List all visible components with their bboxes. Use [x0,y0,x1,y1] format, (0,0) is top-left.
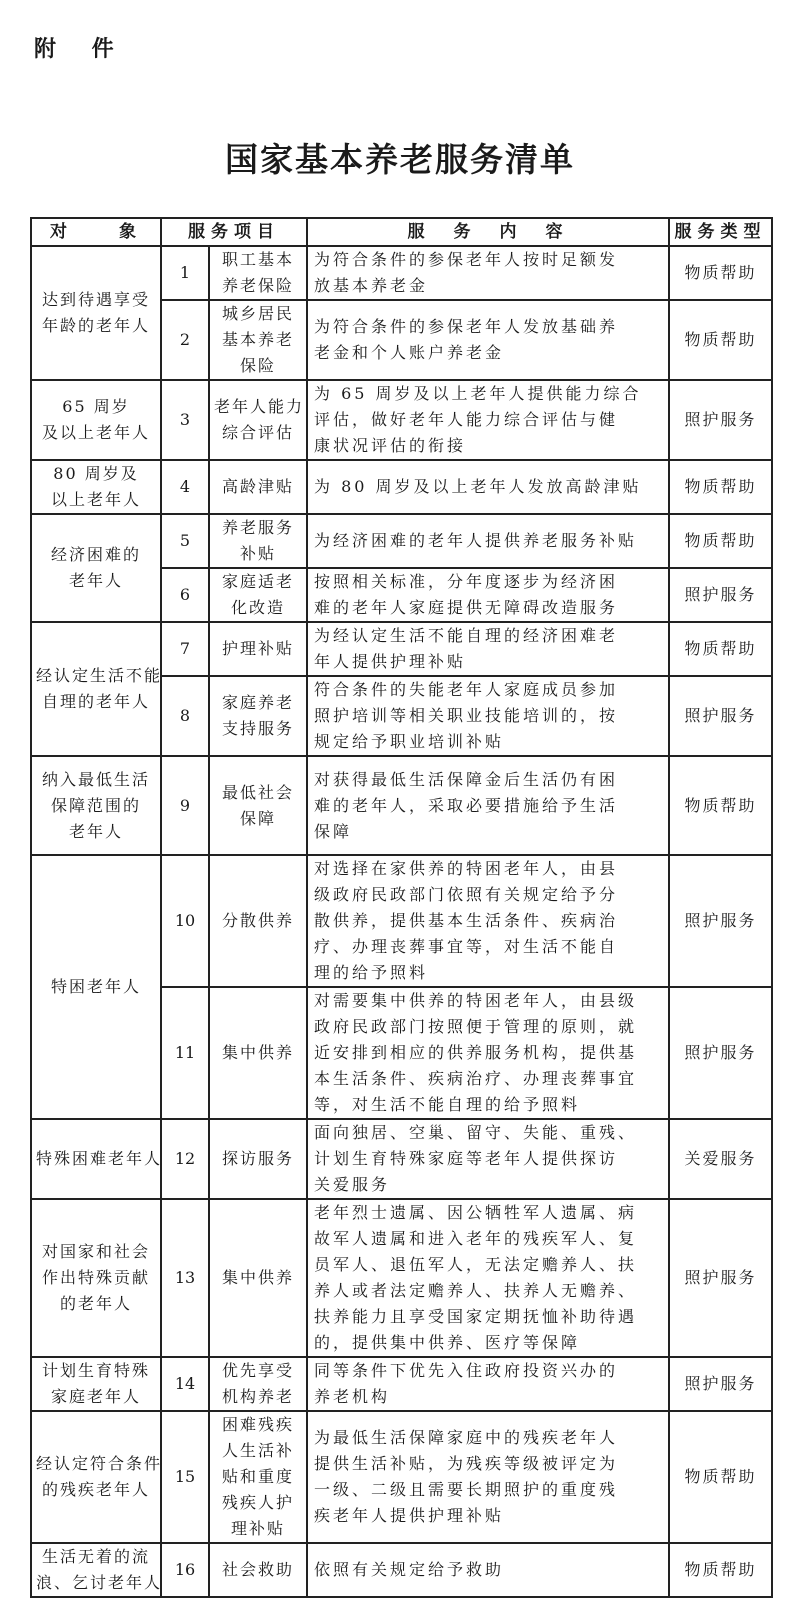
item-cell-line: 困难残疾 [221,1415,294,1434]
item-cell-line: 家庭养老 [221,693,294,712]
type-cell-line: 照护服务 [684,585,757,604]
content-cell-line: 员军人、退伍军人，无法定赡养人、扶 [314,1255,638,1274]
content-cell [307,855,669,987]
type-cell [669,300,772,380]
number-cell [161,460,209,514]
item-cell-line: 高龄津贴 [221,477,294,496]
item-cell-line: 补贴 [239,544,276,563]
item-cell [209,1119,307,1199]
target-cell-line: 80 周岁及 [53,464,139,483]
type-cell [669,756,772,855]
item-cell-line: 老年人能力 [214,397,305,416]
number-cell-line: 5 [179,531,191,550]
item-cell-line: 职工基本 [221,250,294,269]
content-cell-line: 故军人遗属和进入老年的残疾军人、复 [314,1229,638,1248]
content-cell [307,300,669,380]
item-cell [209,246,307,300]
target-cell-line: 计划生育特殊 [41,1361,150,1380]
number-cell-line: 1 [179,263,191,282]
content-cell-line: 为 65 周岁及以上老年人提供能力综合 [314,384,642,403]
target-cell-line: 年龄的老年人 [41,316,150,335]
number-cell [161,514,209,568]
table-body [31,246,772,1597]
content-cell-line: 面向独居、空巢、留守、失能、重残、 [314,1123,638,1142]
type-cell [669,855,772,987]
table-row [31,1119,772,1199]
item-cell-line: 贴和重度 [221,1467,294,1486]
number-cell-line: 6 [179,585,191,604]
item-cell [209,987,307,1119]
number-cell [161,1543,209,1597]
table-row [31,1357,772,1411]
target-cell-line: 特困老年人 [50,977,141,996]
item-cell [209,514,307,568]
target-cell-line: 对国家和社会 [41,1242,150,1261]
number-cell [161,380,209,460]
item-cell-line: 养老保险 [221,276,294,295]
item-cell [209,300,307,380]
type-cell [669,1357,772,1411]
target-cell-line: 保障范围的 [50,795,141,815]
content-cell [307,622,669,676]
content-cell-line: 一级、二级且需要长期照护的重度残 [314,1480,619,1499]
number-cell-line: 14 [174,1374,196,1393]
type-cell [669,246,772,300]
item-cell-line: 人生活补 [221,1441,294,1460]
type-cell [669,987,772,1119]
content-cell-line: 为 80 周岁及以上老年人发放高龄津贴 [314,477,642,496]
content-cell-line: 对获得最低生活保障金后生活仍有困 [314,769,619,789]
item-cell-line: 化改造 [230,598,285,617]
number-cell [161,300,209,380]
item-cell [209,1357,307,1411]
target-cell [31,1119,161,1199]
content-cell [307,1199,669,1357]
content-cell-line: 计划生育特殊家庭等老年人提供探访 [314,1149,619,1168]
number-cell [161,1357,209,1411]
content-cell [307,1411,669,1543]
content-cell [307,756,669,855]
target-cell-line: 以上老年人 [50,490,141,509]
service-list-table [30,217,773,1598]
item-cell-line: 机构养老 [221,1387,294,1406]
target-cell [31,756,161,855]
item-cell-line: 支持服务 [221,719,294,738]
item-cell-line: 理补贴 [230,1519,285,1538]
content-cell-line: 近安排到相应的供养服务机构，提供基 [314,1043,638,1062]
target-cell [31,1543,161,1597]
table-row [31,380,772,460]
content-cell-line: 照护培训等相关职业技能培训的，按 [314,706,619,725]
target-cell-line: 老年人 [68,571,123,590]
content-cell-line: 等，对生活不能自理的给予照料 [314,1095,581,1114]
table-row [31,246,772,300]
item-cell-line: 探访服务 [221,1149,294,1168]
content-cell-line: 同等条件下优先入住政府投资兴办的 [314,1361,619,1380]
type-cell-line: 照护服务 [684,911,757,930]
type-cell-line: 照护服务 [684,410,757,429]
item-cell [209,756,307,855]
content-cell [307,1543,669,1597]
type-cell-line: 照护服务 [684,1043,757,1062]
content-cell [307,1119,669,1199]
content-cell-line: 符合条件的失能老年人家庭成员参加 [314,680,619,699]
type-cell [669,622,772,676]
type-cell-line: 照护服务 [684,706,757,725]
number-cell [161,622,209,676]
target-cell [31,1411,161,1543]
item-cell [209,380,307,460]
content-cell-line: 为符合条件的参保老年人按时足额发 [314,250,619,269]
item-cell-line: 家庭适老 [221,572,294,591]
type-cell-line: 关爱服务 [684,1149,757,1168]
type-cell-line: 物质帮助 [684,477,757,496]
number-cell-line: 11 [174,1043,196,1062]
number-cell [161,756,209,855]
target-cell-line: 的老年人 [59,1294,132,1313]
number-cell-line: 9 [179,795,191,815]
item-cell [209,1543,307,1597]
number-cell-line: 7 [179,639,191,658]
content-cell [307,1357,669,1411]
content-cell-line: 政府民政部门按照便于管理的原则，就 [314,1017,638,1036]
type-cell [669,514,772,568]
target-cell [31,380,161,460]
target-cell-line: 浪、乞讨老年人 [36,1573,163,1592]
number-cell-line: 13 [174,1268,196,1287]
content-cell-line: 养老机构 [314,1387,391,1406]
content-cell-line: 养人或者法定赡养人、扶养人无赡养、 [314,1281,638,1300]
type-cell [669,676,772,756]
content-cell [307,246,669,300]
content-cell-line: 按照相关标准，分年度逐步为经济困 [314,572,619,591]
number-cell-line: 15 [174,1467,196,1486]
number-cell [161,246,209,300]
item-cell-line: 养老服务 [221,518,294,537]
number-cell [161,568,209,622]
content-cell-line: 对需要集中供养的特困老年人，由县级 [314,991,638,1010]
target-cell-line: 自理的老年人 [41,692,150,711]
content-cell-line: 提供生活补贴，为残疾等级被评定为 [314,1454,619,1473]
table-row [31,1199,772,1357]
content-cell-line: 扶养能力且享受国家定期抚恤补助待遇 [314,1307,638,1326]
type-cell-line: 物质帮助 [684,531,757,550]
table-row [31,756,772,855]
content-cell-line: 为经济困难的老年人提供养老服务补贴 [314,531,638,550]
number-cell-line: 3 [179,410,191,429]
target-cell-line: 的残疾老年人 [41,1480,150,1499]
table-row [31,622,772,676]
type-cell-line: 物质帮助 [684,639,757,658]
item-cell [209,568,307,622]
item-cell [209,1411,307,1543]
content-cell-line: 散供养，提供基本生活条件、疾病治 [314,911,619,930]
target-cell-line: 及以上老年人 [41,423,150,442]
header-type: 服务类型 [669,218,772,246]
content-cell-line: 评估，做好老年人能力综合评估与健 [314,410,619,429]
header-item: 服务项目 [161,218,307,246]
item-cell-line: 综合评估 [221,423,294,442]
content-cell-line: 理的给予照料 [314,963,429,982]
target-cell [31,460,161,514]
type-cell-line: 物质帮助 [684,330,757,349]
content-cell-line: 老金和个人账户养老金 [314,343,505,362]
content-cell-line: 本生活条件、疾病治疗、办理丧葬事宜 [314,1069,638,1088]
content-cell-line: 为最低生活保障家庭中的残疾老年人 [314,1428,619,1447]
content-cell-line: 级政府民政部门依照有关规定给予分 [314,885,619,904]
table-row [31,1543,772,1597]
item-cell [209,1199,307,1357]
number-cell [161,1411,209,1543]
target-cell-line: 作出特殊贡献 [41,1268,150,1287]
target-cell-line: 65 周岁 [62,397,130,416]
content-cell-line: 疗、办理丧葬事宜等，对生活不能自 [314,937,619,956]
number-cell [161,987,209,1119]
target-cell-line: 经济困难的 [50,545,141,564]
attachment-label: 附 件 [34,37,128,62]
target-cell-line: 生活无着的流 [41,1547,150,1566]
content-cell [307,987,669,1119]
number-cell-line: 12 [174,1149,196,1168]
item-cell [209,676,307,756]
item-cell-line: 城乡居民 [221,304,294,323]
target-cell-line: 家庭老年人 [50,1387,141,1406]
item-cell [209,855,307,987]
item-cell-line: 分散供养 [221,911,294,930]
content-cell-line: 关爱服务 [314,1175,391,1194]
target-cell-line: 特殊困难老年人 [36,1149,163,1168]
content-cell-line: 疾老年人提供护理补贴 [314,1506,505,1525]
target-cell [31,855,161,1119]
target-cell-line: 老年人 [68,821,123,841]
header-content: 服 务 内 容 [307,218,669,246]
target-cell [31,514,161,622]
content-cell [307,676,669,756]
target-cell-line: 经认定符合条件 [36,1454,163,1473]
content-cell-line: 依照有关规定给予救助 [314,1560,505,1579]
table-row [31,855,772,987]
number-cell-line: 10 [174,911,196,930]
item-cell [209,460,307,514]
item-cell-line: 护理补贴 [221,639,294,658]
number-cell-line: 16 [174,1560,196,1579]
target-cell [31,1199,161,1357]
item-cell-line: 残疾人护 [221,1493,294,1512]
content-cell [307,568,669,622]
type-cell [669,1199,772,1357]
number-cell [161,855,209,987]
table-header-row [31,218,772,246]
content-cell [307,380,669,460]
item-cell-line: 保障 [239,808,276,828]
target-cell [31,622,161,756]
content-cell-line: 为符合条件的参保老年人发放基础养 [314,317,619,336]
type-cell [669,1119,772,1199]
type-cell-line: 物质帮助 [684,1467,757,1486]
content-cell-line: 年人提供护理补贴 [314,652,467,671]
content-cell-line: 规定给予职业培训补贴 [314,732,505,751]
item-cell [209,622,307,676]
type-cell [669,568,772,622]
number-cell-line: 8 [179,706,191,725]
content-cell-line: 康状况评估的衔接 [314,436,467,455]
item-cell-line: 基本养老 [221,330,294,349]
target-cell [31,1357,161,1411]
item-cell-line: 社会救助 [221,1560,294,1579]
page-title: 国家基本养老服务清单 [225,140,575,179]
item-cell-line: 优先享受 [221,1361,294,1380]
content-cell-line: 对选择在家供养的特困老年人，由县 [314,859,619,878]
content-cell [307,514,669,568]
type-cell [669,1543,772,1597]
type-cell [669,380,772,460]
number-cell [161,1199,209,1357]
header-target: 对 象 [31,218,161,246]
number-cell-line: 4 [179,477,191,496]
type-cell-line: 物质帮助 [684,1560,757,1579]
target-cell [31,246,161,380]
type-cell-line: 照护服务 [684,1268,757,1287]
number-cell [161,676,209,756]
type-cell [669,1411,772,1543]
content-cell-line: 为经认定生活不能自理的经济困难老 [314,626,619,645]
content-cell [307,460,669,514]
table-row [31,514,772,568]
target-cell-line: 经认定生活不能 [36,666,163,685]
content-cell-line: 难的老年人家庭提供无障碍改造服务 [314,598,619,617]
item-cell-line: 最低社会 [221,782,294,802]
content-cell-line: 放基本养老金 [314,276,429,295]
item-cell-line: 集中供养 [221,1268,294,1287]
target-cell-line: 纳入最低生活 [41,769,150,789]
target-cell-line: 达到待遇享受 [41,290,150,309]
number-cell [161,1119,209,1199]
item-cell-line: 集中供养 [221,1043,294,1062]
type-cell-line: 照护服务 [684,1374,757,1393]
content-cell-line: 的，提供集中供养、医疗等保障 [314,1333,581,1352]
content-cell-line: 保障 [314,821,353,841]
type-cell-line: 物质帮助 [684,795,757,815]
table-row [31,1411,772,1543]
content-cell-line: 老年烈士遗属、因公牺牲军人遗属、病 [314,1203,638,1222]
content-cell-line: 难的老年人，采取必要措施给予生活 [314,795,619,815]
number-cell-line: 2 [179,330,191,349]
type-cell [669,460,772,514]
type-cell-line: 物质帮助 [684,263,757,282]
item-cell-line: 保险 [239,356,276,375]
table-row [31,460,772,514]
